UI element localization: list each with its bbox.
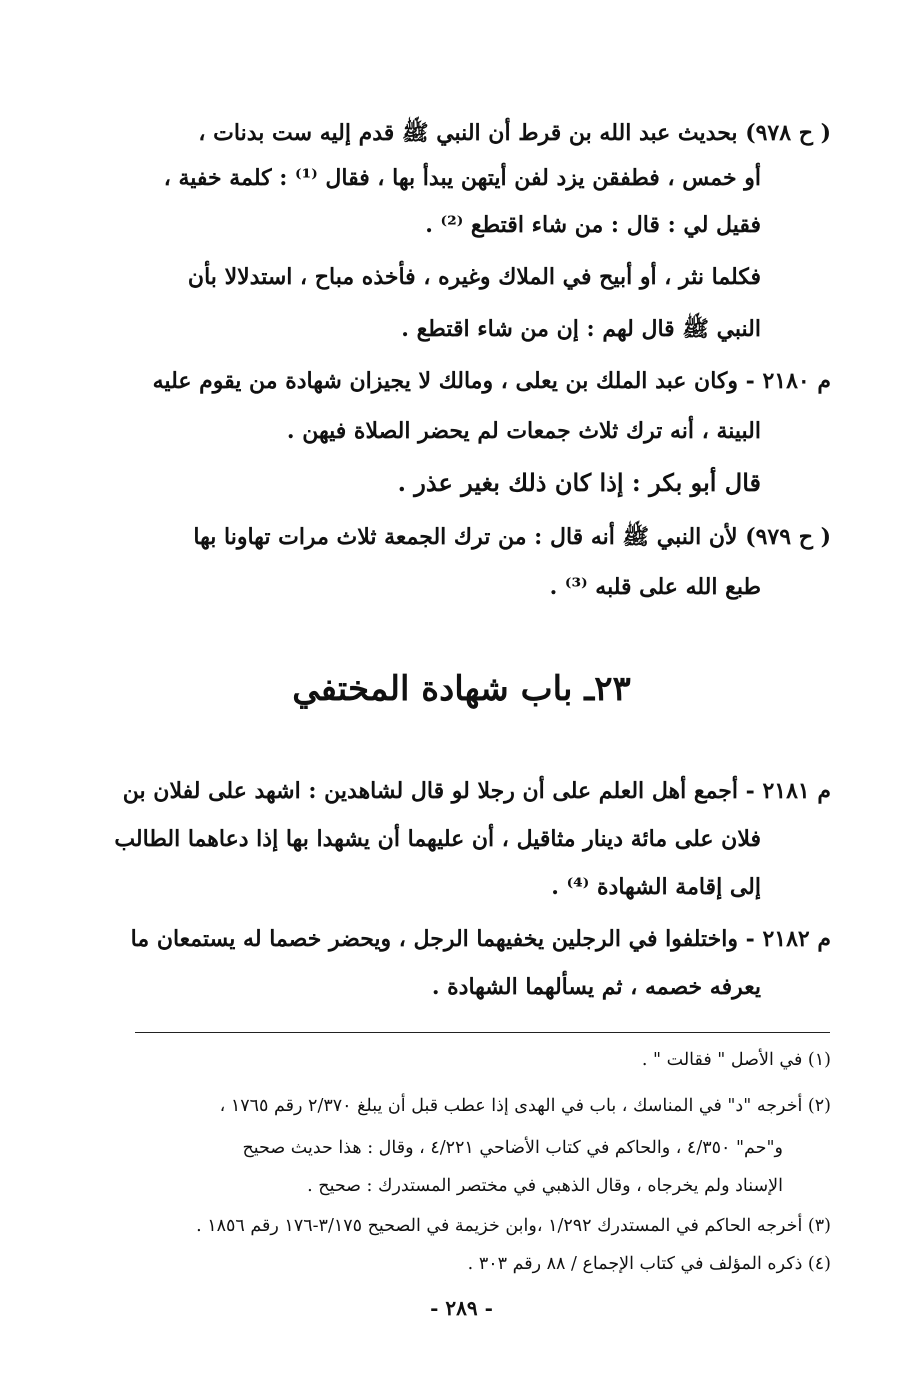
masala-2182-line-1: م ٢١٨٢ - واختلفوا في الرجلين يخفيهما الرجل ، ويحضر خصما له يستمعان ما [130,926,831,952]
footnote-2-line-3: الإسناد ولم يخرجاه ، وقال الذهبي في مختصر المستدرك : صحيح . [307,1176,783,1196]
masala-2181-line-2: فلان على مائة دينار مثاقيل ، أن عليهما أن يشهدا بها إذا دعاهما الطالب [114,826,761,852]
page-number: - ٢٨٩ - [430,1296,493,1320]
footnote-2-line-2: و"حم" ٤/٣٥٠ ، والحاكم في كتاب الأضاحي ٤/٢٢١ ، وقال : هذا حديث صحيح [242,1138,783,1158]
footnote-2-line-1: (٢) أخرجه "د" في المناسك ، باب في الهدى إذا عطب قبل أن يبلغ ٢/٣٧٠ رقم ١٧٦٥ ، [219,1096,831,1116]
hadith-978-line-1: ( ح ٩٧٨) بحديث عبد الله بن قرط أن النبي ﷺ قدم إليه ست بدنات ، [198,120,831,146]
footnote-3: (٣) أخرجه الحاكم في المستدرك ١/٢٩٢ ،وابن خزيمة في الصحيح ٣/١٧٥-١٧٦ رقم ١٨٥٦ . [196,1216,831,1236]
hadith-979-line-1: ( ح ٩٧٩) لأن النبي ﷺ أنه قال : من ترك الجمعة ثلاث مرات تهاونا بها [193,524,831,550]
footnote-4: (٤) ذكره المؤلف في كتاب الإجماع / ٨٨ رقم ٣٠٣ . [467,1254,831,1274]
abu-bakr-statement: قال أبو بكر : إذا كان ذلك بغير عذر . [397,468,761,497]
masala-2181-line-3: إلى إقامة الشهادة ⁽⁴⁾ . [551,874,761,900]
chapter-heading: ٢٣ـ باب شهادة المختفي [292,669,631,709]
hadith-978-line-3: فقيل لي : قال : من شاء اقتطع ⁽²⁾ . [425,212,761,238]
footnote-divider [135,1032,830,1033]
commentary-line-1: فكلما نثر ، أو أبيح في الملاك وغيره ، فأخذه مباح ، استدلالا بأن [187,264,761,290]
masala-2180-line-2: البينة ، أنه ترك ثلاث جمعات لم يحضر الصلاة فيهن . [286,418,761,444]
masala-2181-line-1: م ٢١٨١ - أجمع أهل العلم على أن رجلا لو قال لشاهدين : اشهد على لفلان بن [122,778,831,804]
masala-2182-line-2: يعرفه خصمه ، ثم يسألهما الشهادة . [431,974,761,1000]
footnote-1: (١) في الأصل " فقالت " . [641,1050,831,1070]
masala-2180-line-1: م ٢١٨٠ - وكان عبد الملك بن يعلى ، ومالك لا يجيزان شهادة من يقوم عليه [152,368,831,394]
hadith-979-line-2: طبع الله على قلبه ⁽³⁾ . [549,574,761,600]
commentary-line-2: النبي ﷺ قال لهم : إن من شاء اقتطع . [401,316,761,342]
hadith-978-line-2: أو خمس ، فطفقن يزد لفن أيتهن يبدأ بها ، فقال ⁽¹⁾ : كلمة خفية ، [163,165,761,191]
